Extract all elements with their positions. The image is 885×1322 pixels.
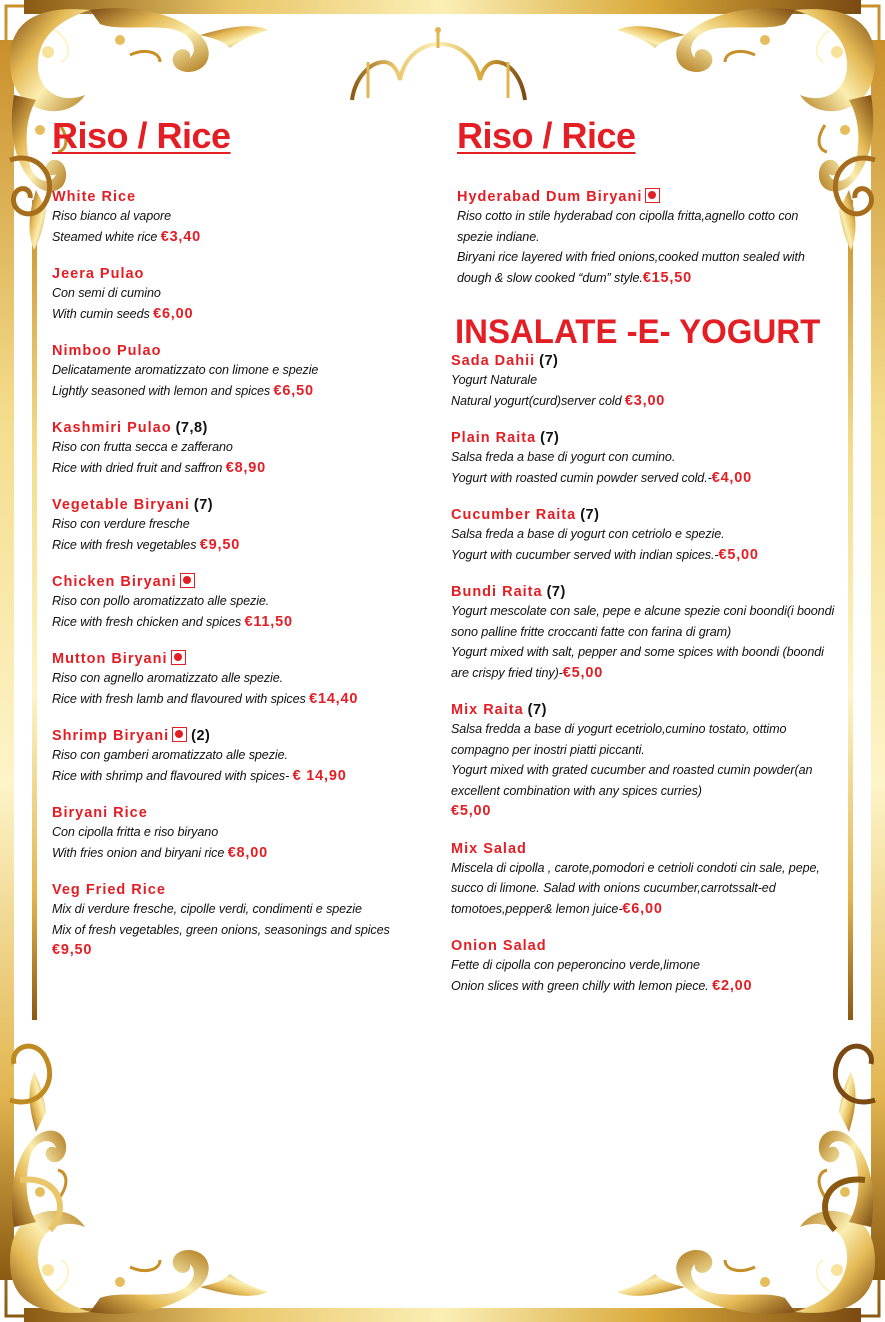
item-name: White Rice [52, 189, 137, 205]
description-italian: Salsa freda a base di yogurt con cumino. [451, 450, 676, 464]
description-italian: Salsa fredda a base di yogurt ecetriolo,cumino tostato, ottimo compagno per inostri piatti piccanti. [451, 722, 787, 757]
item-name-line [52, 419, 432, 437]
item-price: € 14,90 [292, 767, 347, 784]
item-description [52, 514, 432, 555]
allergen-code: (7,8) [175, 420, 208, 436]
allergen-code: (2) [191, 728, 211, 744]
description-english-line [457, 247, 836, 288]
item-price: €3,40 [160, 228, 201, 245]
item-name-line [451, 583, 836, 601]
description-english: Rice with dried fruit and saffron [52, 460, 226, 475]
item-name-line [457, 188, 836, 206]
item-name-line [451, 506, 836, 524]
description-italian: Riso con frutta secca e zafferano [52, 440, 233, 454]
menu-item-onion-salad [451, 937, 836, 996]
description-english: Onion slices with green chilly with lemon piece. [451, 978, 713, 993]
description-english-line [451, 760, 836, 801]
menu-item-chicken-biryani [52, 573, 432, 632]
item-name-line [52, 496, 432, 514]
description-english-line [52, 535, 432, 556]
left-menu-column [52, 116, 432, 979]
item-name: Onion Salad [451, 938, 547, 954]
item-description [52, 206, 432, 247]
description-italian: Con semi di cumino [52, 286, 161, 300]
description-english-line [52, 381, 432, 402]
description-english-line [451, 391, 836, 412]
item-name: Nimboo Pulao [52, 343, 162, 359]
dome-ornament-icon [352, 27, 525, 100]
description-english-line [451, 976, 836, 997]
item-price: €6,00 [153, 305, 194, 322]
description-english: Yogurt with roasted cumin powder served cold.- [451, 470, 712, 485]
description-english: Rice with fresh lamb and flavoured with spices [52, 691, 310, 706]
chili-indicator-icon [171, 650, 186, 665]
item-price: €6,00 [622, 900, 663, 917]
description-english: Yogurt with cucumber served with indian spices.- [451, 547, 719, 562]
item-name: Plain Raita [451, 430, 537, 446]
item-name-line [52, 804, 432, 822]
right-menu-column [451, 116, 836, 1014]
item-description [52, 822, 432, 863]
item-price: €8,00 [227, 844, 268, 861]
item-price: €9,50 [199, 536, 241, 553]
section-title: Riso / Rice [457, 115, 636, 156]
chili-indicator-icon [645, 188, 660, 203]
item-description [52, 745, 432, 786]
item-price: €2,00 [712, 977, 753, 994]
menu-item-mix-salad [451, 840, 836, 920]
item-name: Mix Salad [451, 840, 527, 857]
description-english: Mix of fresh vegetables, green onions, seasonings and spices [52, 922, 390, 937]
item-name: Shrimp Biryani [52, 728, 170, 744]
description-italian: Riso cotto in stile hyderabad con cipolla fritta,agnello cotto con spezie indiane. [457, 209, 799, 244]
item-name-line [52, 727, 432, 745]
item-description [451, 524, 836, 565]
item-name: Cucumber Raita [451, 507, 577, 523]
description-italian: Riso con verdure fresche [52, 517, 190, 531]
item-description [451, 858, 836, 920]
description-english: Rice with fresh chicken and spices [52, 614, 245, 629]
item-name: Bundi Raita [451, 584, 543, 600]
description-english: Rice with fresh vegetables [52, 537, 200, 552]
item-description [52, 360, 432, 401]
item-description [451, 601, 836, 683]
menu-item-cucumber-raita [451, 506, 836, 565]
item-price: €9,50 [52, 942, 93, 958]
description-english-line [52, 843, 432, 864]
description-english-line [451, 545, 836, 566]
description-italian: Mix di verdure fresche, cipolle verdi, condimenti e spezie [52, 902, 362, 916]
description-english-line [52, 612, 432, 633]
allergen-code: (7) [539, 353, 559, 369]
description-english-line [451, 858, 836, 920]
description-italian: Riso con gamberi aromatizzato alle spezie. [52, 748, 288, 762]
item-price: €4,00 [711, 469, 752, 486]
item-description [52, 283, 432, 324]
menu-item-veg-fried-rice [52, 881, 432, 961]
description-english-line [52, 304, 432, 325]
description-english: Yogurt mixed with salt, pepper and some spices with boondi (boondi are crispy fried tiny)- [451, 645, 824, 680]
menu-item-hyderabad-dum-biryani [457, 188, 836, 288]
description-english-line [52, 458, 432, 479]
description-italian: Riso con agnello aromatizzato alle spezie. [52, 671, 284, 685]
description-italian: Fette di cipolla con peperoncino verde,limone [451, 958, 700, 972]
menu-item-mutton-biryani [52, 650, 432, 709]
item-price: €3,00 [624, 392, 666, 409]
item-description [457, 206, 836, 288]
menu-item-jeera-pulao [52, 265, 432, 324]
item-price: €5,00 [562, 664, 604, 681]
description-italian: Riso con pollo aromatizzato alle spezie. [52, 594, 270, 608]
description-english-line [52, 920, 432, 941]
menu-item-biryani-rice [52, 804, 432, 863]
allergen-code: (7) [546, 584, 566, 600]
item-name: Sada Dahii [451, 353, 536, 369]
menu-item-vegetable-biryani [52, 496, 432, 555]
item-name: Veg Fried Rice [52, 882, 166, 898]
item-name-line [52, 265, 432, 283]
item-price: €8,90 [225, 459, 266, 476]
item-name: Kashmiri Pulao [52, 420, 172, 436]
item-description [52, 591, 432, 632]
description-english: Rice with shrimp and flavoured with spices- [52, 768, 293, 783]
description-italian: Riso bianco al vapore [52, 209, 172, 223]
item-name: Biryani Rice [52, 805, 148, 821]
item-name: Chicken Biryani [52, 574, 177, 590]
item-description [52, 437, 432, 478]
item-name: Mix Raita [451, 702, 524, 718]
item-name: Mutton Biryani [52, 651, 168, 667]
item-price: €15,50 [642, 269, 692, 286]
item-name-line [451, 840, 836, 858]
menu-item-sada-dahii [451, 352, 836, 411]
menu-item-mix-raita [451, 701, 836, 822]
allergen-code: (7) [193, 497, 214, 513]
menu-item-plain-raita [451, 429, 836, 488]
description-english-line [451, 642, 836, 683]
menu-item-white-rice [52, 188, 432, 247]
description-english-line [52, 689, 432, 710]
description-english-line [52, 227, 432, 248]
menu-item-shrimp-biryani [52, 727, 432, 786]
menu-item-nimboo-pulao [52, 342, 432, 401]
allergen-code: (7) [527, 702, 547, 718]
allergen-code: (7) [580, 507, 600, 523]
item-description [52, 899, 432, 961]
description-italian: Yogurt mescolate con sale, pepe e alcune spezie coni boondi(i boondi sono palline fritte croccanti fatte con farina di gram) [451, 604, 835, 639]
salad-yogurt-section [451, 312, 836, 996]
description-english: Biryani rice layered with fried onions,cooked mutton sealed with dough & slow cooked “dum” style. [457, 250, 805, 285]
item-description [451, 719, 836, 822]
item-description [451, 955, 836, 996]
section-title: Riso / Rice [52, 115, 231, 156]
description-italian: Con cipolla fritta e riso biryano [52, 825, 219, 839]
description-english: Miscela di cipolla , carote,pomodori e cetrioli condoti cin sale, pepe, succo di limone. Salad with onions cucumber,carrotssalt-ed tomotoes,pepper& lemon juice- [451, 860, 820, 916]
chili-indicator-icon [172, 727, 187, 742]
allergen-code: (7) [540, 430, 560, 446]
item-name-line [451, 429, 836, 447]
item-description [451, 447, 836, 488]
description-english: Lightly seasoned with lemon and spices [52, 383, 274, 398]
item-description [52, 668, 432, 709]
item-name-line [451, 352, 836, 370]
item-price: €5,00 [451, 803, 492, 819]
item-name-line [52, 881, 432, 899]
description-english: With fries onion and biryani rice [52, 845, 228, 860]
description-english: Steamed white rice [52, 229, 161, 244]
chili-indicator-icon [180, 573, 195, 588]
description-italian: Yogurt Naturale [451, 373, 538, 387]
item-name: Jeera Pulao [52, 266, 145, 282]
section-title: INSALATE -E- YOGURT [455, 313, 821, 351]
item-price: €11,50 [244, 613, 293, 630]
item-name-line [52, 573, 432, 591]
description-italian: Salsa freda a base di yogurt con cetriolo e spezie. [451, 527, 725, 541]
description-english-line [52, 766, 432, 787]
item-name-line [52, 342, 432, 360]
item-price: €6,50 [273, 382, 314, 399]
menu-item-kashmiri-pulao [52, 419, 432, 478]
item-price: €14,40 [309, 690, 359, 707]
rice-section [457, 116, 836, 288]
item-name: Vegetable Biryani [52, 497, 190, 513]
description-italian: Delicatamente aromatizzato con limone e spezie [52, 363, 319, 377]
description-english: Natural yogurt(curd)server cold [451, 393, 625, 408]
item-name-line [52, 650, 432, 668]
item-price: €5,00 [718, 546, 759, 563]
item-name-line [52, 188, 432, 206]
menu-item-bundi-raita [451, 583, 836, 683]
description-english: Yogurt mixed with grated cucumber and roasted cumin powder(an excellent combination with any spices curries) [451, 763, 813, 798]
item-name-line [451, 937, 836, 955]
item-name: Hyderabad Dum Biryani [457, 189, 643, 205]
description-english: With cumin seeds [52, 306, 154, 321]
description-english-line [451, 468, 836, 489]
item-description [451, 370, 836, 411]
item-name-line [451, 701, 836, 719]
